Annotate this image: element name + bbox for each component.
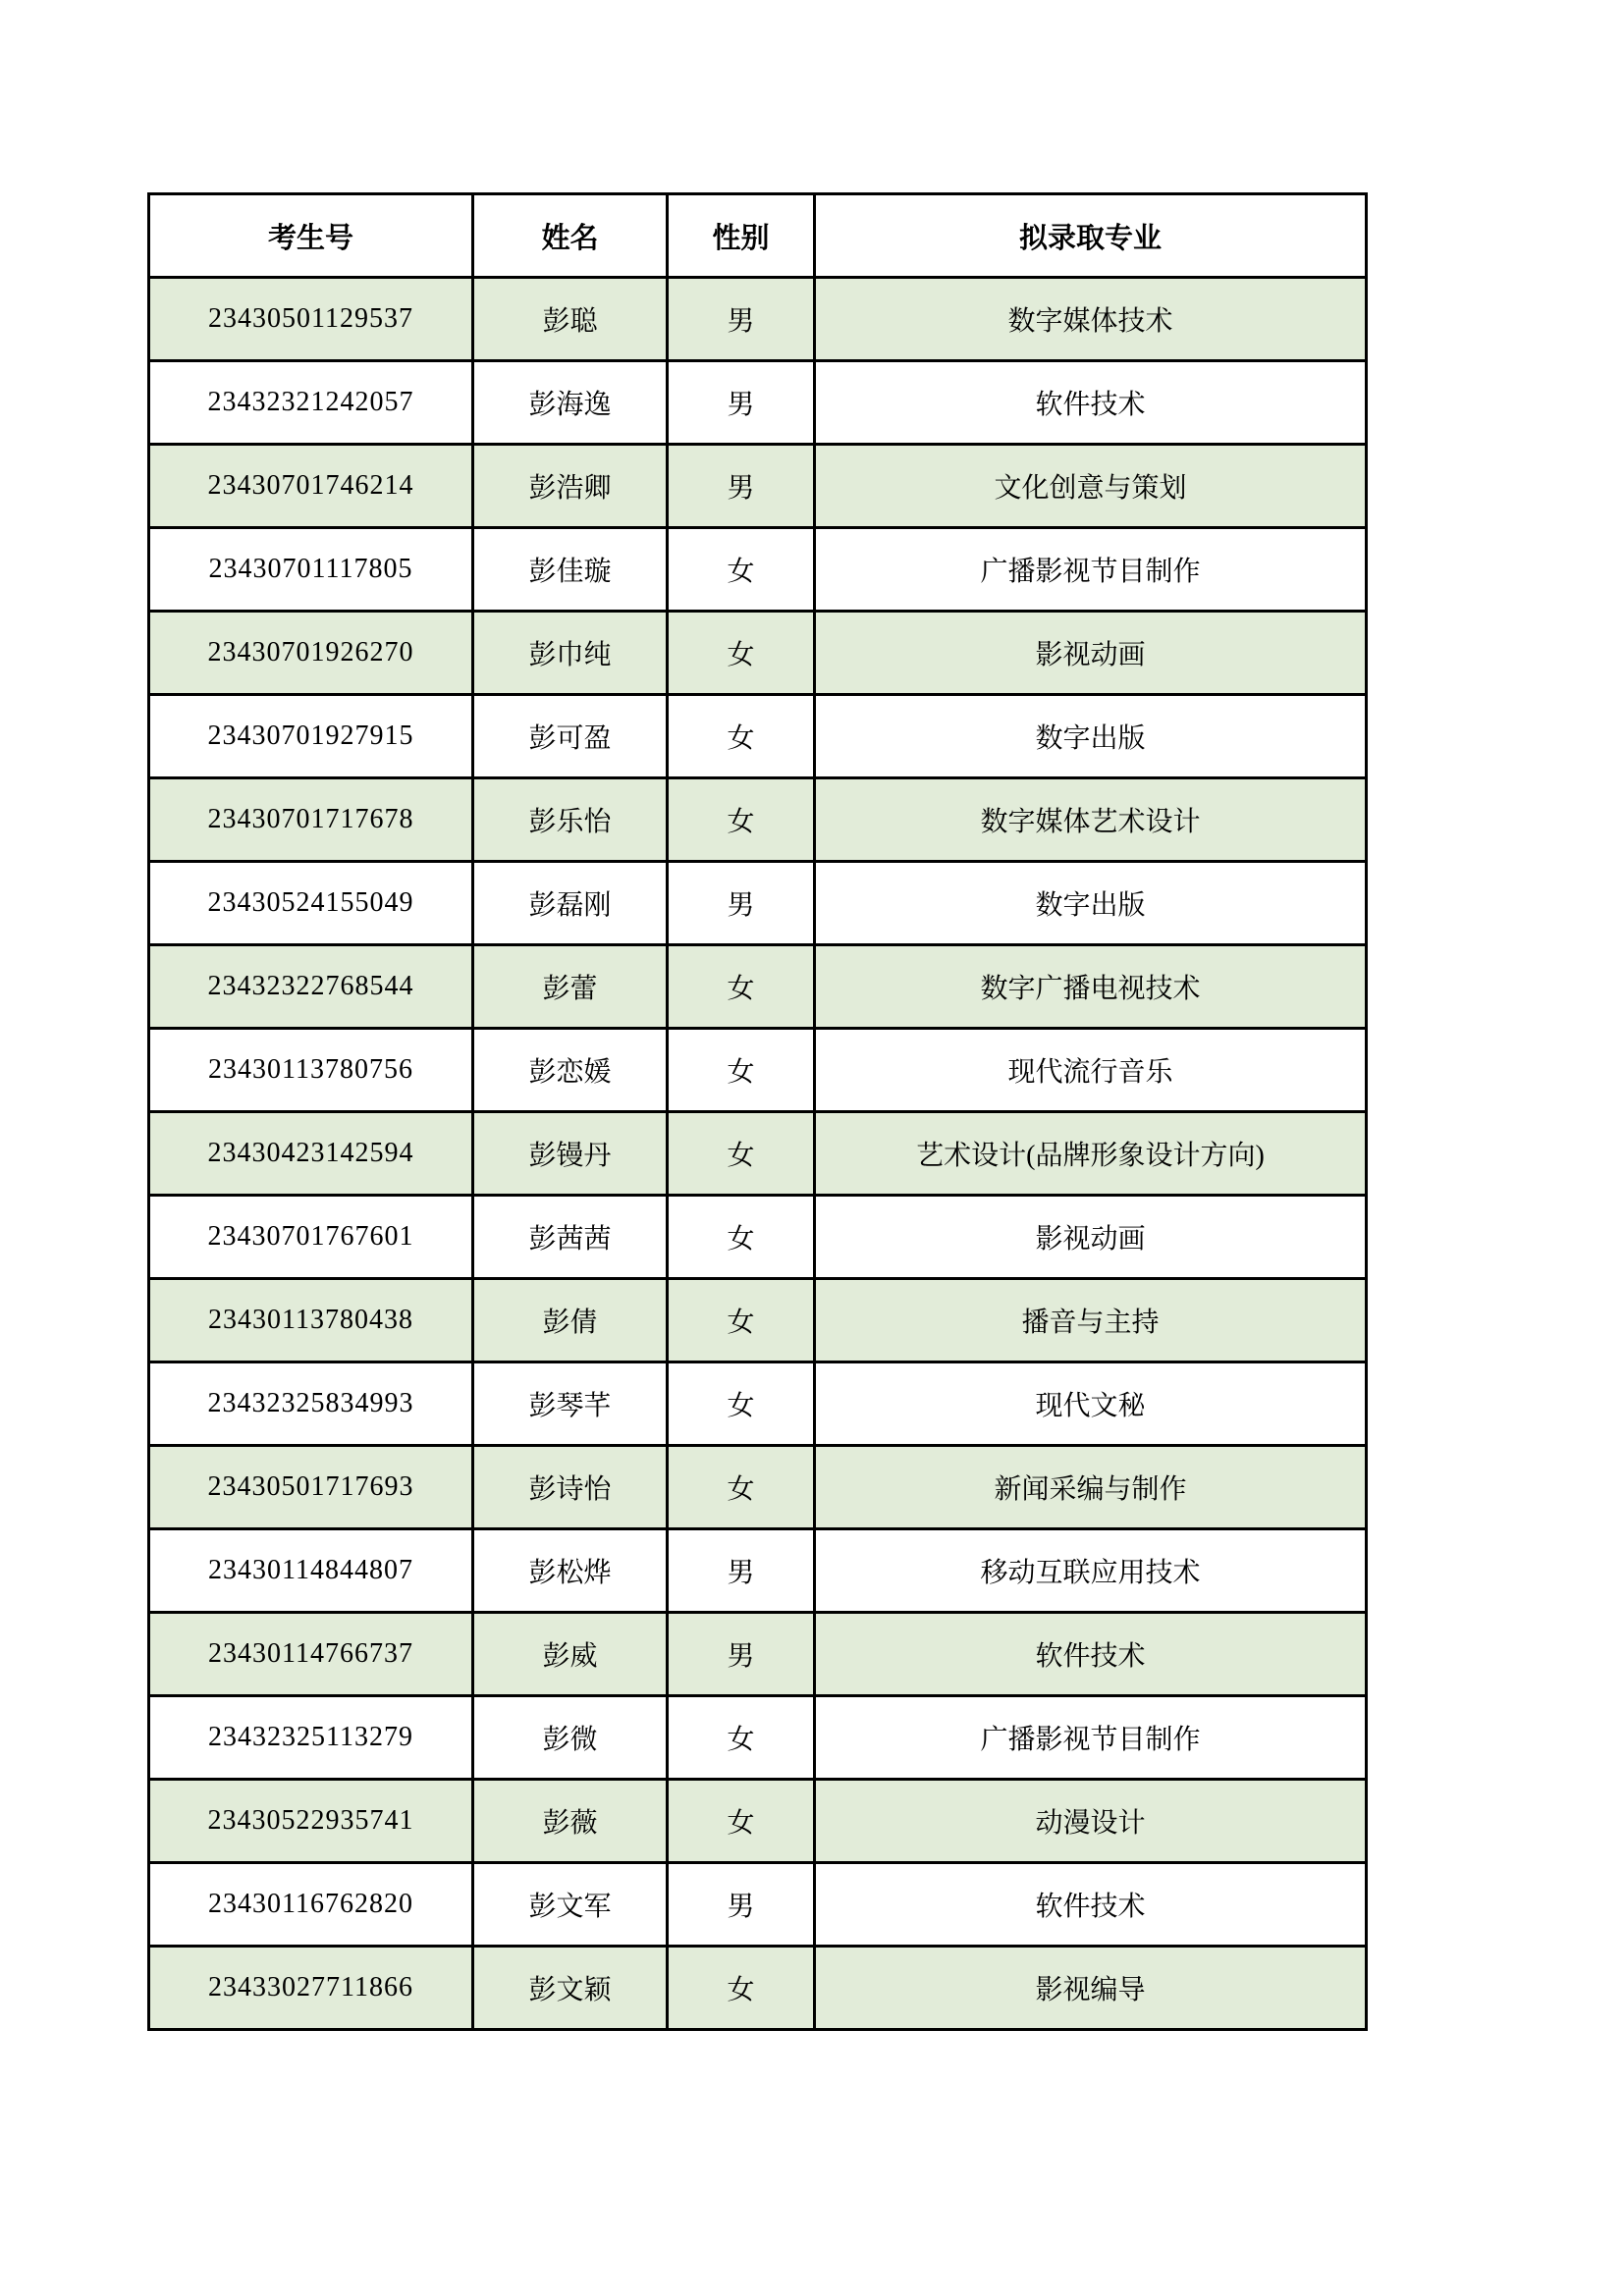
cell-candidate-id: 23430522935741	[149, 1780, 473, 1863]
cell-gender: 女	[668, 528, 815, 612]
cell-major: 动漫设计	[815, 1780, 1367, 1863]
table-row	[149, 278, 1367, 361]
cell-major: 艺术设计(品牌形象设计方向)	[815, 1112, 1367, 1196]
cell-name: 彭茜茜	[473, 1196, 668, 1279]
cell-gender: 女	[668, 1696, 815, 1780]
table-row	[149, 778, 1367, 862]
cell-major: 影视动画	[815, 612, 1367, 695]
cell-name: 彭蕾	[473, 945, 668, 1029]
cell-major: 影视动画	[815, 1196, 1367, 1279]
cell-name: 彭松烨	[473, 1529, 668, 1613]
header-row	[149, 194, 1367, 278]
cell-major: 影视编导	[815, 1947, 1367, 2030]
cell-name: 彭镘丹	[473, 1112, 668, 1196]
cell-major: 现代流行音乐	[815, 1029, 1367, 1112]
cell-candidate-id: 23432321242057	[149, 361, 473, 445]
cell-name: 彭浩卿	[473, 445, 668, 528]
cell-gender: 女	[668, 1112, 815, 1196]
cell-gender: 男	[668, 862, 815, 945]
table-row	[149, 945, 1367, 1029]
cell-name: 彭琴芊	[473, 1362, 668, 1446]
table-body	[149, 278, 1367, 2030]
cell-candidate-id: 23430501717693	[149, 1446, 473, 1529]
table-row	[149, 1529, 1367, 1613]
cell-gender: 女	[668, 1196, 815, 1279]
cell-gender: 男	[668, 361, 815, 445]
cell-candidate-id: 23432325834993	[149, 1362, 473, 1446]
cell-major: 数字媒体技术	[815, 278, 1367, 361]
cell-major: 播音与主持	[815, 1279, 1367, 1362]
cell-name: 彭文军	[473, 1863, 668, 1947]
cell-gender: 男	[668, 1529, 815, 1613]
table-header	[149, 194, 1367, 278]
cell-candidate-id: 23430501129537	[149, 278, 473, 361]
cell-gender: 男	[668, 278, 815, 361]
table-row	[149, 612, 1367, 695]
cell-candidate-id: 23430113780756	[149, 1029, 473, 1112]
cell-name: 彭佳璇	[473, 528, 668, 612]
cell-candidate-id: 23430114766737	[149, 1613, 473, 1696]
table-row	[149, 1029, 1367, 1112]
cell-candidate-id: 23430701717678	[149, 778, 473, 862]
table-row	[149, 1863, 1367, 1947]
table-row	[149, 361, 1367, 445]
cell-candidate-id: 23430701746214	[149, 445, 473, 528]
cell-major: 软件技术	[815, 1613, 1367, 1696]
table-row	[149, 1780, 1367, 1863]
cell-candidate-id: 23432325113279	[149, 1696, 473, 1780]
table-row	[149, 1279, 1367, 1362]
cell-major: 现代文秘	[815, 1362, 1367, 1446]
header-major: 拟录取专业	[815, 194, 1367, 278]
cell-candidate-id: 23430114844807	[149, 1529, 473, 1613]
cell-candidate-id: 23430701117805	[149, 528, 473, 612]
cell-candidate-id: 23430524155049	[149, 862, 473, 945]
cell-gender: 女	[668, 1362, 815, 1446]
cell-gender: 男	[668, 445, 815, 528]
table-row	[149, 1196, 1367, 1279]
header-name: 姓名	[473, 194, 668, 278]
cell-name: 彭微	[473, 1696, 668, 1780]
cell-name: 彭磊刚	[473, 862, 668, 945]
cell-candidate-id: 23430701926270	[149, 612, 473, 695]
cell-gender: 男	[668, 1613, 815, 1696]
header-candidate-id: 考生号	[149, 194, 473, 278]
table-row	[149, 1446, 1367, 1529]
cell-major: 广播影视节目制作	[815, 528, 1367, 612]
cell-major: 数字出版	[815, 695, 1367, 778]
cell-gender: 女	[668, 1446, 815, 1529]
cell-name: 彭文颖	[473, 1947, 668, 2030]
cell-major: 数字出版	[815, 862, 1367, 945]
cell-gender: 女	[668, 778, 815, 862]
cell-name: 彭诗怡	[473, 1446, 668, 1529]
cell-name: 彭巾纯	[473, 612, 668, 695]
cell-name: 彭恋媛	[473, 1029, 668, 1112]
cell-gender: 女	[668, 695, 815, 778]
admission-table	[147, 192, 1368, 2031]
cell-candidate-id: 23430113780438	[149, 1279, 473, 1362]
table-row	[149, 1362, 1367, 1446]
cell-gender: 女	[668, 945, 815, 1029]
cell-candidate-id: 23430423142594	[149, 1112, 473, 1196]
table-row	[149, 445, 1367, 528]
cell-name: 彭可盈	[473, 695, 668, 778]
table-row	[149, 862, 1367, 945]
cell-gender: 女	[668, 1947, 815, 2030]
cell-gender: 女	[668, 1029, 815, 1112]
cell-candidate-id: 23430116762820	[149, 1863, 473, 1947]
cell-major: 文化创意与策划	[815, 445, 1367, 528]
cell-name: 彭倩	[473, 1279, 668, 1362]
cell-gender: 女	[668, 1780, 815, 1863]
table-row	[149, 1112, 1367, 1196]
cell-major: 移动互联应用技术	[815, 1529, 1367, 1613]
cell-major: 新闻采编与制作	[815, 1446, 1367, 1529]
cell-gender: 男	[668, 1863, 815, 1947]
cell-gender: 女	[668, 1279, 815, 1362]
table-row	[149, 1947, 1367, 2030]
cell-name: 彭薇	[473, 1780, 668, 1863]
header-gender: 性别	[668, 194, 815, 278]
cell-name: 彭乐怡	[473, 778, 668, 862]
cell-candidate-id: 23433027711866	[149, 1947, 473, 2030]
cell-major: 广播影视节目制作	[815, 1696, 1367, 1780]
cell-major: 软件技术	[815, 1863, 1367, 1947]
cell-candidate-id: 23430701767601	[149, 1196, 473, 1279]
cell-name: 彭海逸	[473, 361, 668, 445]
cell-name: 彭威	[473, 1613, 668, 1696]
cell-major: 软件技术	[815, 361, 1367, 445]
cell-major: 数字媒体艺术设计	[815, 778, 1367, 862]
cell-candidate-id: 23432322768544	[149, 945, 473, 1029]
cell-candidate-id: 23430701927915	[149, 695, 473, 778]
table-row	[149, 1696, 1367, 1780]
cell-gender: 女	[668, 612, 815, 695]
cell-major: 数字广播电视技术	[815, 945, 1367, 1029]
table-row	[149, 695, 1367, 778]
cell-name: 彭聪	[473, 278, 668, 361]
table-row	[149, 528, 1367, 612]
table-row	[149, 1613, 1367, 1696]
